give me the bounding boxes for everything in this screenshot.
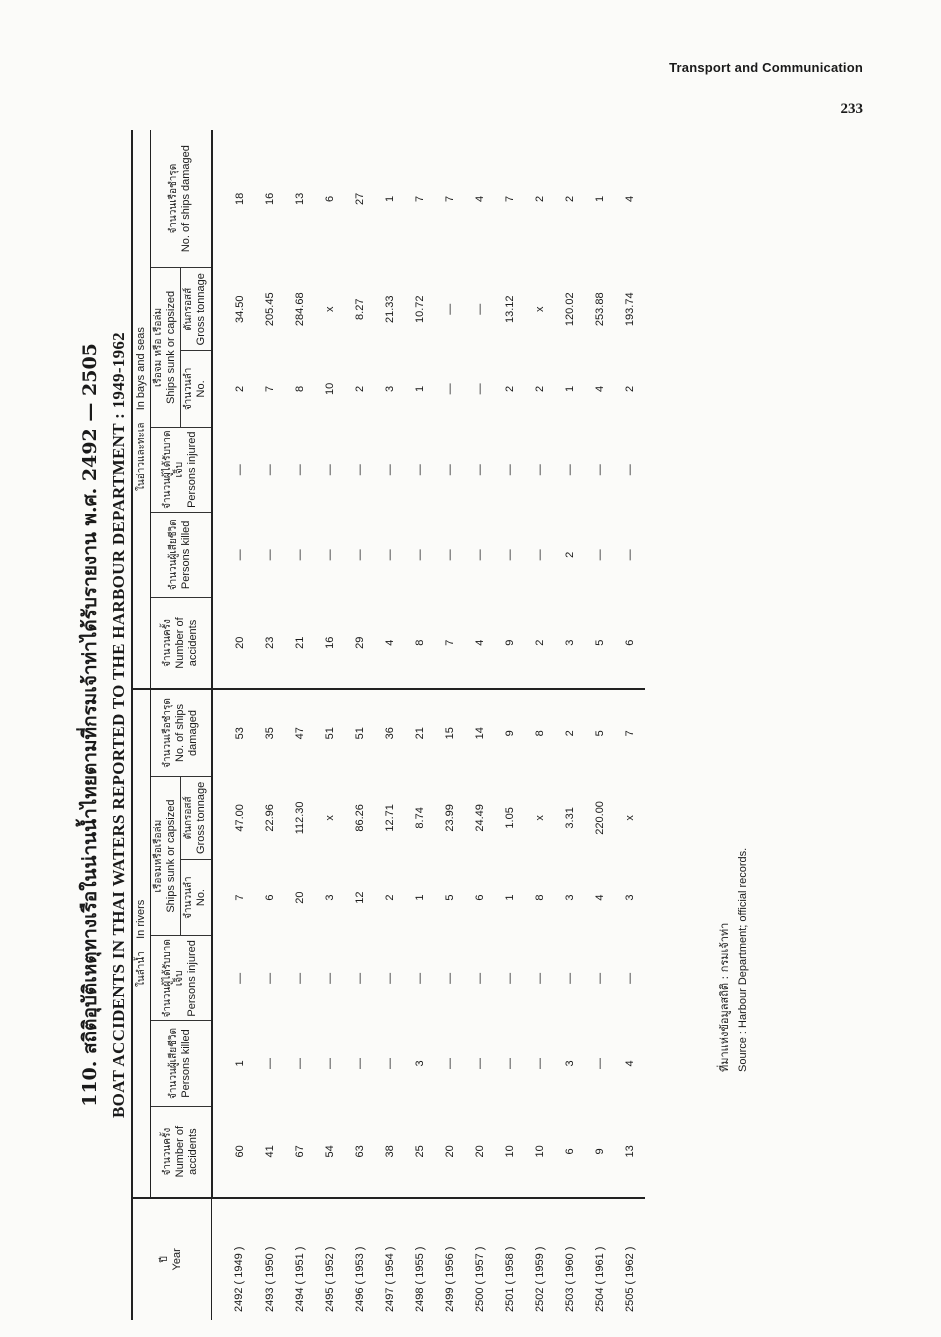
cell-b-acc: 20 [212,597,255,689]
cell-b-acc: 5 [585,597,615,689]
cell-b-killed: — [503,549,516,561]
source-block [715,130,749,1320]
cell-b-dmg: 6 [323,195,336,202]
cell-r-ton: 220.00 [593,801,606,835]
cell-b-killed: — [323,549,336,561]
cell-r-no: 6 [473,894,486,901]
cell-b-acc: 3 [555,597,585,689]
year-cell: 2494 ( 1951 ) [293,1246,306,1312]
cell-b-no: 1 [563,385,576,392]
cell-r-acc: 13 [615,1106,645,1198]
source-english: Source : Harbour Department; official records. [737,847,749,1072]
bays-killed-header: จำนวนผู้เสียชีวิต Persons killed [151,512,212,597]
cell-b-no: 10 [323,382,336,396]
cell-r-inj: — [563,972,576,984]
table-row [405,130,435,1320]
rivers-tonnage-header: ตันกรอสส์ Gross tonnage [181,776,212,859]
cell-b-inj: — [413,464,426,476]
cell-b-acc: 4 [465,597,495,689]
year-cell: 2493 ( 1950 ) [263,1246,276,1312]
cell-r-ton: 112.30 [293,801,306,835]
cell-b-killed: — [593,549,606,561]
table-row [315,130,345,1320]
cell-b-killed: — [533,549,546,561]
cell-b-killed: — [353,549,366,561]
cell-r-no: 3 [623,894,636,901]
cell-r-killed: 4 [623,1060,636,1067]
cell-b-no: 8 [293,385,306,392]
cell-r-acc: 63 [345,1106,375,1198]
cell-b-no: 2 [353,385,366,392]
cell-r-no: 5 [443,894,456,901]
cell-b-acc: 7 [435,597,465,689]
year-cell: 2497 ( 1954 ) [383,1246,396,1312]
table-row [435,130,465,1320]
cell-r-no: 8 [533,894,546,901]
cell-r-killed: 3 [413,1060,426,1067]
cell-b-inj: — [323,464,336,476]
table-row [255,130,285,1320]
table-row [525,130,555,1320]
cell-r-inj: — [413,972,426,984]
cell-r-acc: 10 [525,1106,555,1198]
cell-b-inj: — [263,464,276,476]
table-title-english: BOAT ACCIDENTS IN THAI WATERS REPORTED TO THE HARBOUR DEPARTMENT : 1949-1962 [109,332,128,1118]
cell-b-killed: 2 [563,551,576,558]
cell-b-ton: 193.74 [623,292,636,327]
cell-b-ton: — [443,303,456,315]
cell-r-dmg: 36 [383,727,396,740]
year-cell: 2503 ( 1960 ) [563,1246,576,1312]
cell-r-no: 3 [563,894,576,901]
cell-r-ton: x [623,815,636,821]
cell-b-inj: — [503,464,516,476]
cell-r-ton: x [533,815,546,821]
cell-b-no: 2 [233,385,246,392]
cell-b-dmg: 2 [563,195,576,202]
cell-r-ton: 1.05 [503,807,516,829]
cell-b-killed: — [383,549,396,561]
cell-r-ton: 3.31 [563,807,576,829]
rivers-sunk-header: เรือจมหรือเรือล่ม Ships sunk or capsized [151,776,181,935]
bays-damaged-header: จำนวนเรือชำรุด No. of ships damaged [151,130,212,268]
cell-b-no: — [443,383,456,395]
cell-b-dmg: 18 [233,192,246,205]
cell-r-no: 6 [263,894,276,901]
cell-b-inj: — [353,464,366,476]
cell-r-acc: 67 [285,1106,315,1198]
cell-r-no: 2 [383,894,396,901]
cell-b-ton: 21.33 [383,295,396,323]
year-cell: 2496 ( 1953 ) [353,1246,366,1312]
cell-r-no: 3 [323,894,336,901]
cell-r-killed: — [323,1057,336,1069]
year-cell: 2495 ( 1952 ) [323,1246,336,1312]
cell-r-dmg: 35 [263,727,276,740]
year-cell: 2504 ( 1961 ) [593,1246,606,1312]
table-wrap [131,130,645,1320]
cell-b-dmg: 27 [353,192,366,205]
cell-b-dmg: 4 [473,195,486,202]
cell-b-ton: 13.12 [503,295,516,323]
cell-b-no: — [473,383,486,395]
cell-b-dmg: 13 [293,192,306,205]
cell-b-dmg: 1 [383,195,396,202]
cell-r-killed: — [293,1057,306,1069]
bays-accidents-header: จำนวนครั้ง Number of accidents [151,597,212,689]
year-cell: 2499 ( 1956 ) [443,1246,456,1312]
cell-b-killed: — [473,549,486,561]
cell-b-inj: — [233,464,246,476]
cell-r-killed: 1 [233,1060,246,1067]
cell-r-killed: — [263,1057,276,1069]
page-header [669,60,863,118]
bays-tonnage-header: ตันกรอสส์ Gross tonnage [181,268,212,351]
title-block [75,130,129,1320]
cell-r-inj: — [383,972,396,984]
cell-r-acc: 20 [435,1106,465,1198]
cell-b-no: 4 [593,385,606,392]
cell-r-inj: — [293,972,306,984]
cell-b-dmg: 7 [413,195,426,202]
table-row [375,130,405,1320]
cell-r-acc: 6 [555,1106,585,1198]
rotated-table-sheet [75,130,775,1320]
cell-r-dmg: 47 [293,727,306,740]
cell-b-acc: 23 [255,597,285,689]
cell-r-ton: 12.71 [383,804,396,832]
year-cell: 2501 ( 1958 ) [503,1246,516,1312]
rivers-damaged-header: จำนวนเรือชำรุด No. of ships damaged [151,689,212,776]
rivers-injured-header: จำนวนผู้ได้รับบาดเจ็บ Persons injured [151,936,212,1021]
cell-r-inj: — [503,972,516,984]
cell-b-acc: 8 [405,597,435,689]
cell-b-ton: x [323,306,336,312]
rivers-accidents-header: จำนวนครั้ง Number of accidents [151,1106,212,1198]
cell-r-acc: 60 [212,1106,255,1198]
cell-b-dmg: 2 [533,195,546,202]
cell-r-killed: — [473,1057,486,1069]
table-row [212,130,255,1320]
cell-r-killed: 3 [563,1060,576,1067]
rivers-group-header: ในลำน้ำ In rivers [132,689,151,1198]
cell-r-ton: 86.26 [353,804,366,832]
cell-b-acc: 6 [615,597,645,689]
cell-b-acc: 29 [345,597,375,689]
table-row [495,130,525,1320]
cell-r-ton: 24.49 [473,804,486,832]
year-cell: 2505 ( 1962 ) [623,1246,636,1312]
cell-r-no: 4 [593,894,606,901]
cell-r-dmg: 53 [233,727,246,740]
cell-b-ton: 205.45 [263,292,276,327]
cell-r-acc: 41 [255,1106,285,1198]
year-cell: 2492 ( 1949 ) [233,1246,246,1312]
table-title-thai: 110. สถิติอุบัติเหตุทางเรือในน่านน้ำไทยตามที่กรมเจ้าท่าได้รับรายงาน พ.ศ. 2492 — 2505 [79,343,101,1107]
source-thai: ที่มาแห่งข้อมูลสถิติ : กรมเจ้าท่า [718,922,731,1072]
year-cell: 2500 ( 1957 ) [473,1246,486,1312]
cell-r-killed: — [533,1057,546,1069]
bays-injured-header: จำนวนผู้ได้รับบาดเจ็บ Persons injured [151,427,212,512]
cell-b-inj: — [293,464,306,476]
table-row [345,130,375,1320]
cell-r-ton: 22.96 [263,804,276,832]
cell-b-no: 1 [413,385,426,392]
cell-b-no: 2 [503,385,516,392]
cell-r-dmg: 9 [503,730,516,737]
cell-r-acc: 10 [495,1106,525,1198]
rivers-no-header: จำนวนลำ No. [181,859,212,935]
cell-r-inj: — [323,972,336,984]
section-title: Transport and Communication [669,60,863,75]
cell-r-dmg: 51 [353,727,366,740]
cell-b-killed: — [293,549,306,561]
cell-r-inj: — [233,972,246,984]
cell-b-inj: — [623,464,636,476]
cell-b-inj: — [443,464,456,476]
cell-b-ton: x [533,306,546,312]
cell-r-acc: 54 [315,1106,345,1198]
cell-r-dmg: 51 [323,727,336,740]
cell-r-ton: 23.99 [443,804,456,832]
cell-r-killed: — [353,1057,366,1069]
cell-b-inj: — [473,464,486,476]
cell-r-ton: x [323,815,336,821]
cell-b-ton: — [473,303,486,315]
boat-accidents-table [131,130,645,1320]
cell-r-dmg: 15 [443,727,456,740]
cell-b-acc: 4 [375,597,405,689]
cell-b-acc: 21 [285,597,315,689]
cell-b-acc: 16 [315,597,345,689]
cell-b-no: 2 [623,385,636,392]
year-cell: 2502 ( 1959 ) [533,1246,546,1312]
cell-b-acc: 2 [525,597,555,689]
table-body [212,130,645,1320]
cell-b-no: 3 [383,385,396,392]
cell-r-killed: — [503,1057,516,1069]
cell-b-dmg: 7 [503,195,516,202]
cell-b-dmg: 7 [443,195,456,202]
bays-sunk-header: เรือจม หรือ เรือล่ม Ships sunk or capsized [151,268,181,427]
cell-r-inj: — [533,972,546,984]
cell-r-acc: 9 [585,1106,615,1198]
cell-r-inj: — [443,972,456,984]
cell-b-no: 7 [263,385,276,392]
cell-b-dmg: 16 [263,192,276,205]
rivers-killed-header: จำนวนผู้เสียชีวิต Persons killed [151,1021,212,1106]
cell-b-inj: — [383,464,396,476]
cell-r-dmg: 21 [413,727,426,740]
cell-r-no: 1 [413,894,426,901]
cell-r-killed: — [593,1057,606,1069]
table-row [585,130,615,1320]
cell-r-dmg: 8 [533,730,546,737]
cell-b-dmg: 4 [623,195,636,202]
table-row [555,130,585,1320]
cell-r-acc: 20 [465,1106,495,1198]
cell-b-acc: 9 [495,597,525,689]
cell-r-killed: — [383,1057,396,1069]
cell-b-inj: — [533,464,546,476]
cell-r-ton: 47.00 [233,804,246,832]
cell-r-dmg: 2 [563,730,576,737]
cell-r-dmg: 14 [473,727,486,740]
cell-b-inj: — [593,464,606,476]
cell-r-dmg: 7 [623,730,636,737]
cell-r-no: 20 [293,891,306,904]
cell-b-killed: — [413,549,426,561]
cell-r-killed: — [443,1057,456,1069]
cell-r-inj: — [353,972,366,984]
bays-no-header: จำนวนลำ No. [181,351,212,427]
cell-r-dmg: 5 [593,730,606,737]
cell-r-inj: — [593,972,606,984]
cell-r-acc: 38 [375,1106,405,1198]
cell-r-inj: — [473,972,486,984]
year-cell: 2498 ( 1955 ) [413,1246,426,1312]
cell-b-dmg: 1 [593,195,606,202]
cell-r-ton: 8.74 [413,807,426,829]
cell-b-killed: — [263,549,276,561]
table-row [615,130,645,1320]
cell-b-ton: 284.68 [293,292,306,327]
year-header: ปี Year [132,1198,212,1320]
cell-b-ton: 120.02 [563,292,576,327]
cell-b-killed: — [233,549,246,561]
cell-r-no: 7 [233,894,246,901]
cell-b-inj: — [563,464,576,476]
table-row [465,130,495,1320]
table-row [285,130,315,1320]
cell-b-killed: — [443,549,456,561]
cell-r-inj: — [263,972,276,984]
cell-r-no: 12 [353,891,366,904]
cell-r-acc: 25 [405,1106,435,1198]
cell-b-ton: 253.88 [593,292,606,327]
cell-r-inj: — [623,972,636,984]
cell-b-ton: 8.27 [353,298,366,320]
cell-b-ton: 10.72 [413,295,426,323]
cell-b-no: 2 [533,385,546,392]
cell-b-killed: — [623,549,636,561]
cell-r-no: 1 [503,894,516,901]
page-number: 233 [840,101,863,117]
bays-group-header: ในอ่าวและทะเล In bays and seas [132,130,151,689]
cell-b-ton: 34.50 [233,295,246,323]
